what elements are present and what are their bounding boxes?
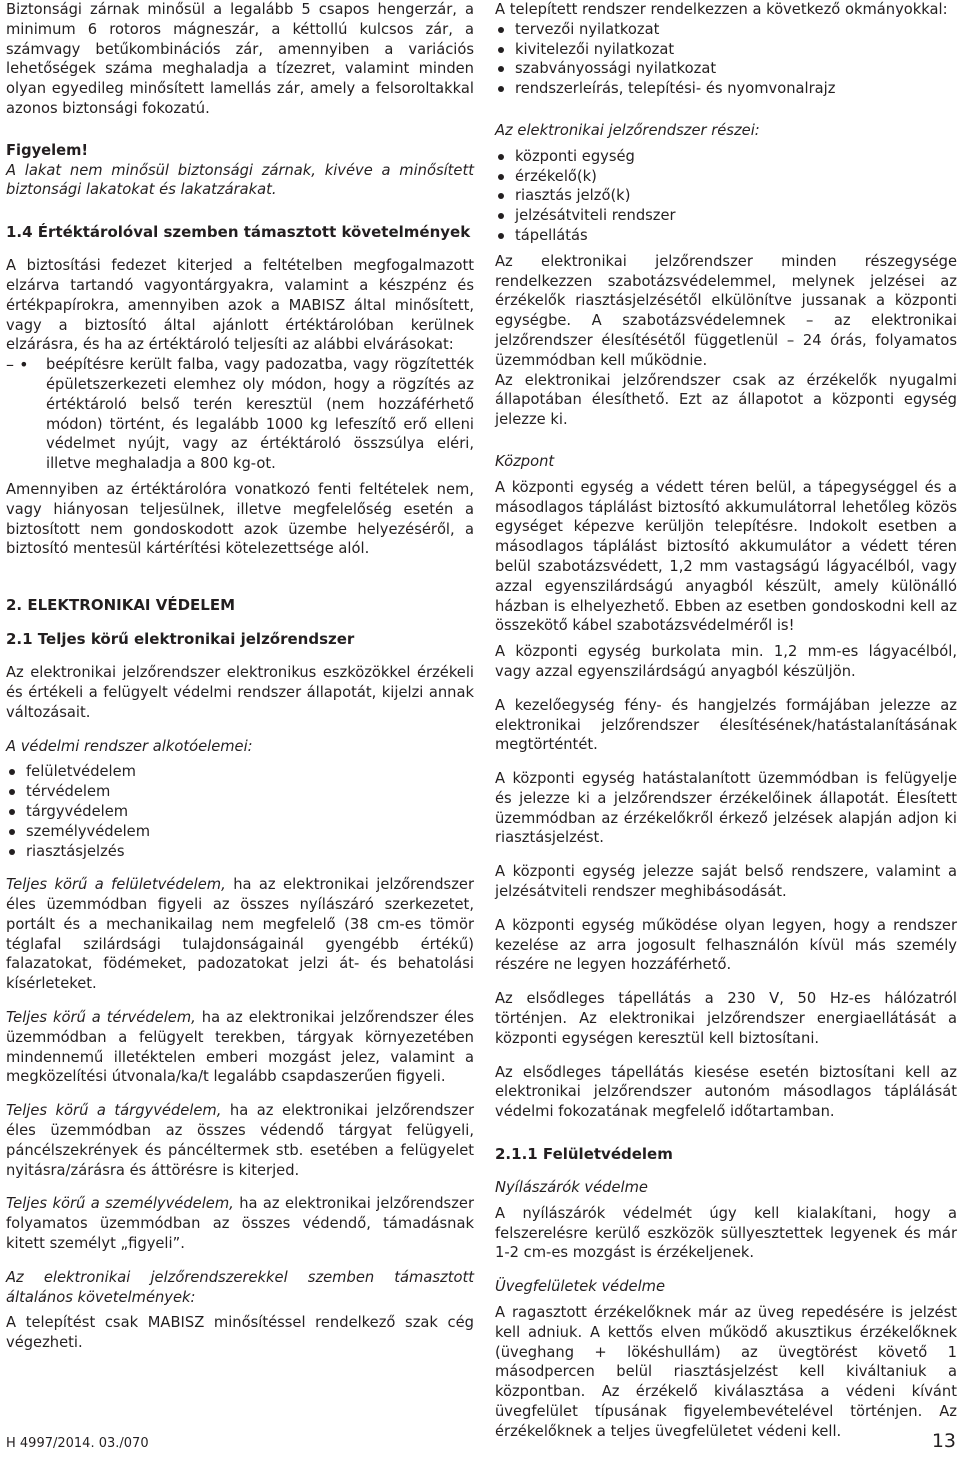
glass-text: A ragasztott érzékelőknek már az üveg repedésére is jelzést kell adniuk. A kettős elven működő akusztikus érzékelőknek (üveghang + lökéshullám) az üvegtörést követő 1 másodpercen belül riasztásjelzést kell kiváltaniuk a központban. Az érzékelő kiválasztása a védeni kívánt üvegfelület típusának figyelembevételével történjen. Az érzékelőknek a teljes üvegfelületet védeni kell. bbox=[495, 1304, 957, 1440]
list-item: központi egység bbox=[495, 147, 957, 167]
right-column bbox=[495, 0, 957, 1442]
surface-protection-term: Teljes körű a felületvédelem, bbox=[6, 876, 226, 894]
conditions-paragraph: Amennyiben az értéktárolóra vonatkozó fenti feltételek nem, vagy hiányosan teljesülnek, illetve megfelelőség esetén a biztosított nem gondoskodott azok üzembe helyezéséről, a biztosító mentesül kártérítési kötelezettsége alól. bbox=[6, 480, 474, 558]
glass-title: Üvegfelületek védelme bbox=[495, 1278, 665, 1296]
list-item: tárgyvédelem bbox=[6, 802, 474, 822]
parts-list bbox=[495, 147, 957, 246]
elements-list bbox=[6, 762, 474, 861]
central-unit-title: Központ bbox=[495, 452, 555, 470]
list-item: jelzésátviteli rendszer bbox=[495, 206, 957, 226]
documents-title: A telepített rendszer rendelkezzen a következő okmányokkal: bbox=[495, 1, 948, 18]
central-unit-paragraph-6: A központi egység működése olyan legyen, hogy a rendszer kezelése az arra jogosult felhasználón kívül más személy részére ne legyen hozzáférhető. bbox=[495, 916, 957, 974]
left-column bbox=[6, 0, 474, 1353]
list-item: térvédelem bbox=[6, 782, 474, 802]
list-item: tápellátás bbox=[495, 226, 957, 246]
central-unit-paragraph-3: A kezelőegység fény- és hangjelzés formájában jelezze az elektronikai jelzőrendszer élesítésének/hatástalanításának megtörténtét. bbox=[495, 696, 957, 754]
attention-label: Figyelem! bbox=[6, 141, 89, 159]
elements-title: A védelmi rendszer alkotóelemei: bbox=[6, 737, 253, 755]
space-protection-paragraph bbox=[6, 1008, 474, 1087]
list-item: riasztásjelzés bbox=[6, 842, 474, 862]
parts-title: Az elektronikai jelzőrendszer részei: bbox=[495, 121, 760, 139]
list-item: kivitelezői nyilatkozat bbox=[495, 40, 957, 60]
space-protection-text: ha az elektronikai jelzőrendszer éles üzemmódban a felügyelt terekben, tárgyak környezetében mindennemű illetéktelen emberi mozgást jelez, valamint a megközelítési útvonala/ka/t legalább csapdaszerűen figyeli. bbox=[6, 1009, 474, 1086]
central-unit-paragraph-1: A központi egység a védett téren belül, a tápegységgel és a másodlagos táplálást biztosító akkumulátorral lehetőleg közös egységet képezve kerüljön telepítésre. Indokolt esetben a másodlagos táplálást biztosító akkumulátor a védett téren belül szabotázsvédett, 1,2 mm vastagságú lágyacélból, vagy azzal egyenszilárdságú anyagból készült, amely különálló házban is elhelyezhető. Ebben az esetben gondoskodni kell az összekötő kábel szabotázsvédelméről is! bbox=[495, 478, 957, 635]
object-protection-paragraph bbox=[6, 1101, 474, 1180]
personal-protection-paragraph bbox=[6, 1194, 474, 1253]
central-unit-paragraph-7: Az elsődleges tápellátás a 230 V, 50 Hz-es hálózatról történjen. Az elektronikai jelzőrendszer energiaellátását a központi egységen keresztül kell biztosítani. bbox=[495, 990, 957, 1047]
requirement-item bbox=[6, 355, 474, 474]
central-unit-paragraph-5: A központi egység jelezze saját belső rendszere, valamint a jelzésátviteli rendszer meghibásodását. bbox=[495, 863, 957, 901]
section-2-1-1-heading: 2.1.1 Felületvédelem bbox=[495, 1145, 673, 1164]
dash-bullet-icon: – • bbox=[6, 355, 29, 375]
section-2-1-heading: 2.1 Teljes körű elektronikai jelzőrendszer bbox=[6, 630, 355, 649]
requirement-text: beépítésre került falba, vagy padozatba, vagy rögzítették épületszerkezeti elemhez oly módon, hogy a rögzítés az értéktároló belső terén keresztül (nem hozzáférhető módon) történt, és legalább 1000 kg lefeszítő erő elleni védelmet nyújt, vagy az értéktároló összsúlya eléri, illetve meghaladja a 800 kg-ot. bbox=[46, 356, 474, 473]
intro-paragraph: Biztonsági zárnak minősül a legalább 5 csapos hengerzár, a minimum 6 rotoros mágneszár, a kéttollú kulcsos zár, a számvagy betűkombinációs zár, amennyiben a variációs lehetőségek száma meghaladja a tízezret, valamint minden olyan egyedileg minősített lamellás zár, amely a felsoroltakkal azonos biztonsági fokozatú. bbox=[6, 1, 474, 117]
section-2-heading: 2. ELEKTRONIKAI VÉDELEM bbox=[6, 596, 236, 615]
surface-protection-text: ha az elektronikai jelzőrendszer éles üzemmódban figyeli az összes nyílászáró szerkezetet, portált és a mechanikailag nem megfelelő (38 cm-es tömör téglafal szilárdsági tulajdonságainál gyengébb értékű) falazatokat, födémeket, padozatokat jelzi át- és behatolási kísérleteket. bbox=[6, 876, 474, 993]
list-item: érzékelő(k) bbox=[495, 167, 957, 187]
list-item: személyvédelem bbox=[6, 822, 474, 842]
section-1-4-paragraph: A biztosítási fedezet kiterjed a feltételben megfogalmazott elzárva tartandó vagyontárgyakra, valamint a készpénz és értékpapírokra, amennyiben azok a MABISZ által minősített, vagy a biztosító által ajánlott értéktárolóban kerülnek elzárásra, és ha az értéktároló teljesíti az alábbi elvárásokat: bbox=[6, 257, 474, 354]
document-id: H 4997/2014. 03./070 bbox=[6, 1436, 149, 1451]
section-2-1-paragraph: Az elektronikai jelzőrendszer elektronikus eszközökkel érzékeli és értékeli a felügyelt védelmi rendszer állapotát, kijelzi annak változásait. bbox=[6, 664, 474, 721]
object-protection-term: Teljes körű a tárgyvédelem, bbox=[6, 1102, 222, 1120]
page-number: 13 bbox=[931, 1430, 956, 1452]
list-item: riasztás jelző(k) bbox=[495, 186, 957, 206]
personal-protection-term: Teljes körű a személyvédelem, bbox=[6, 1195, 234, 1213]
rest-state-paragraph: Az elektronikai jelzőrendszer csak az érzékelők nyugalmi állapotában élesíthető. Ezt az állapotot a központi egység jelezze ki. bbox=[495, 371, 957, 429]
openings-title: Nyílászárók védelme bbox=[495, 1179, 648, 1197]
object-protection-text: ha az elektronikai jelzőrendszer éles üzemmódban az összes védendő tárgyat felügyeli, páncélszekrények és páncéltermek stb. esetében a felügyelet nyitásra/zárásra és áttörésre is kiterjed. bbox=[6, 1102, 474, 1179]
sabotage-paragraph: Az elektronikai jelzőrendszer minden részegysége rendelkezzen szabotázsvédelemmel, melynek jelzései az érzékelők riasztásjelzésétől elkülönítve jussanak a központi egységbe. A szabotázsvédelemnek – az elektronikai jelzőrendszer élesítésétől függetlenül – 24 órás, folyamatos üzemmódban kell működnie. bbox=[495, 252, 957, 369]
central-unit-paragraph-4: A központi egység hatástalanított üzemmódban is felügyelje és jelezze ki a jelzőrendszer érzékelőinek állapotát. Élesített üzemmódban az érzékelőkről érkező jelzések alapján adjon ki riasztásjelzést. bbox=[495, 770, 957, 847]
documents-list bbox=[495, 20, 957, 99]
attention-text: A lakat nem minősül biztonsági zárnak, kivéve a minősített biztonsági lakatokat és lakatzárakat. bbox=[6, 161, 474, 199]
list-item: tervezői nyilatkozat bbox=[495, 20, 957, 40]
openings-text: A nyílászárók védelmét úgy kell kialakítani, hogy a felszerelésre kerülő eszközök süllyesztettek legyenek és már 1-2 cm-es mozgást is érzékeljenek. bbox=[495, 1204, 957, 1262]
central-unit-paragraph-8: Az elsődleges tápellátás kiesése esetén biztosítani kell az elektronikai jelzőrendszer autonóm másodlagos táplálását védelmi fokozatának megfelelő időtartamban. bbox=[495, 1063, 957, 1121]
personal-protection-text: ha az elektronikai jelzőrendszer folyamatos üzemmódban az összes védendő, támadásnak kitett személyt „figyeli”. bbox=[6, 1195, 474, 1253]
section-1-4-heading: 1.4 Értéktárolóval szemben támasztott követelmények bbox=[6, 223, 471, 242]
space-protection-term: Teljes körű a térvédelem, bbox=[6, 1009, 196, 1027]
list-item: felületvédelem bbox=[6, 762, 474, 782]
central-unit-paragraph-2: A központi egység burkolata min. 1,2 mm-es lágyacélból, vagy azzal egyenszilárdságú anyagból készüljön. bbox=[495, 643, 957, 680]
surface-protection-paragraph bbox=[6, 875, 474, 994]
requirements-text: A telepítést csak MABISZ minősítéssel rendelkező szak cég végezheti. bbox=[6, 1314, 474, 1352]
requirements-title: Az elektronikai jelzőrendszerekkel szemben támasztott általános követelmények: bbox=[6, 1268, 474, 1306]
list-item: szabványossági nyilatkozat bbox=[495, 59, 957, 79]
list-item: rendszerleírás, telepítési- és nyomvonalrajz bbox=[495, 79, 957, 99]
